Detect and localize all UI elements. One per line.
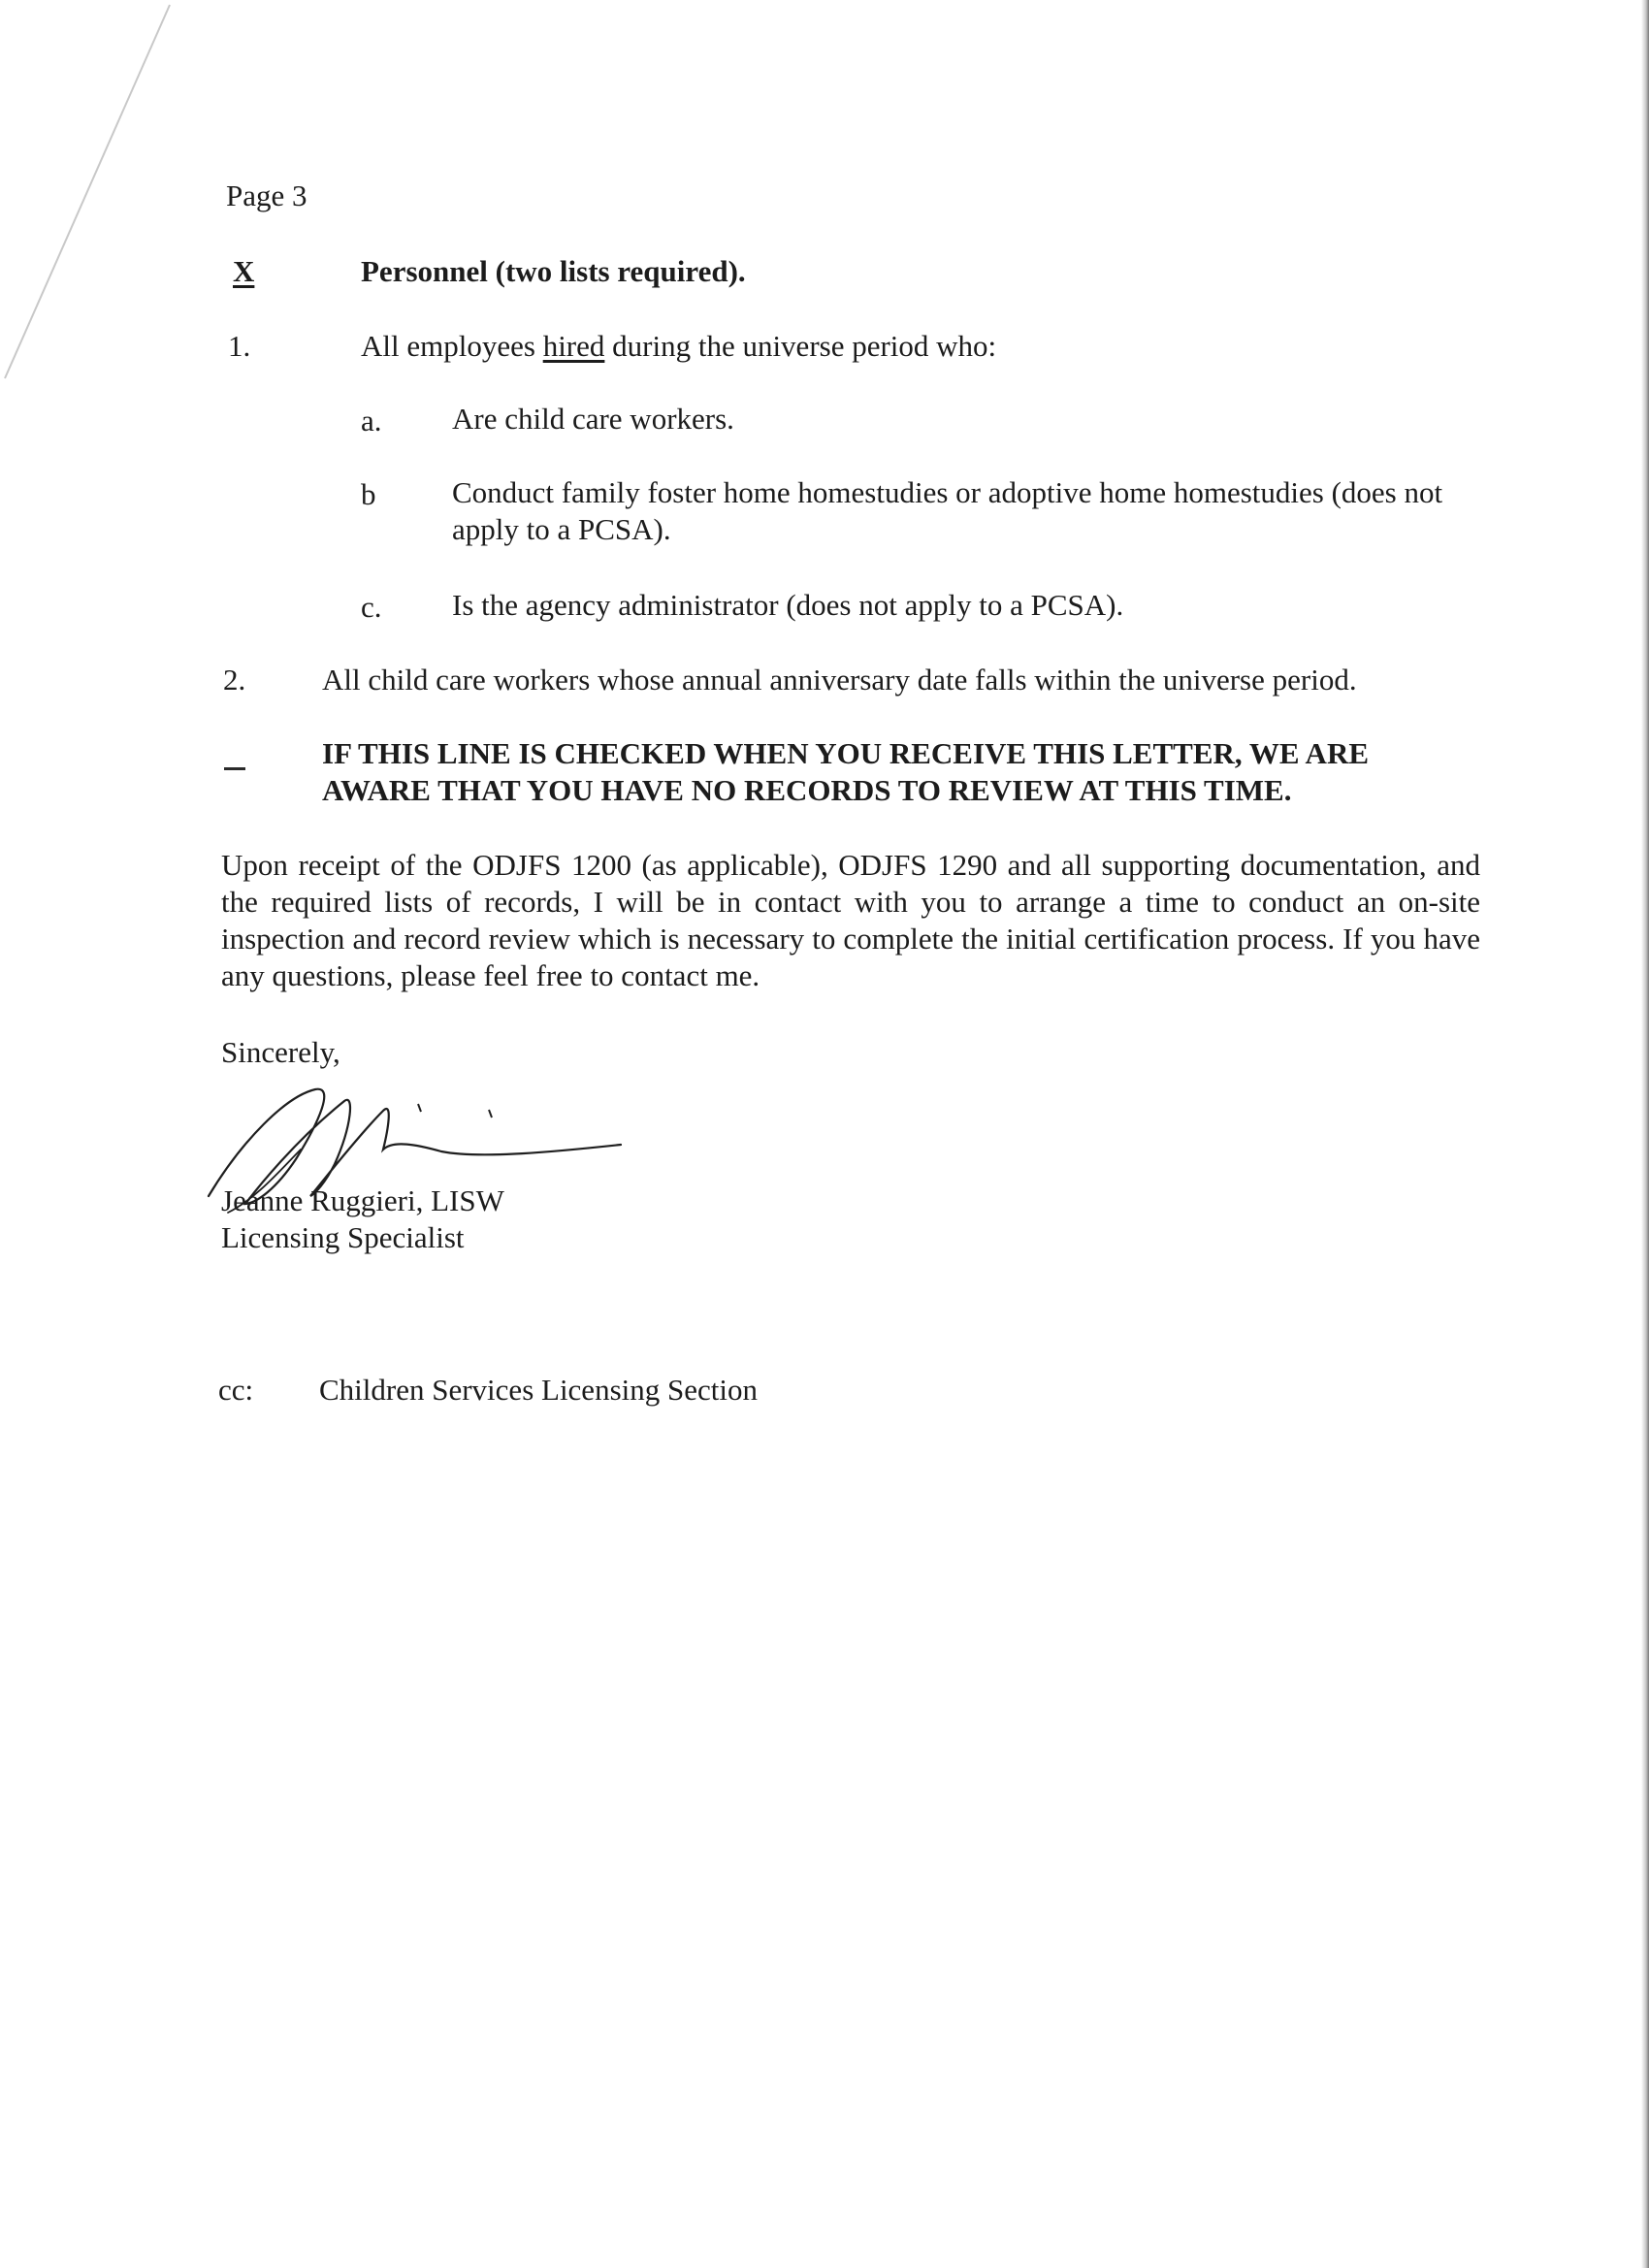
item-1-text: All employees hired during the universe period who: xyxy=(361,329,997,363)
notice-check-line xyxy=(224,767,245,770)
cc-recipient: Children Services Licensing Section xyxy=(319,1373,758,1407)
body-paragraph: Upon receipt of the ODJFS 1200 (as applicable), ODJFS 1290 and all supporting documentation, and the required lists of records, I will be in contact with you to arrange a time to conduct an on-site inspection and record review which is necessary to complete the initial certification process. If you have any questions, please feel free to contact me. xyxy=(221,848,1480,992)
notice-line-1: IF THIS LINE IS CHECKED WHEN YOU RECEIVE THIS LETTER, WE ARE xyxy=(322,736,1370,770)
scan-edge-shadow xyxy=(1641,0,1649,2268)
closing-salutation: Sincerely, xyxy=(221,1035,340,1069)
scan-fold-line xyxy=(0,0,194,407)
subitem-b-text: Conduct family foster home homestudies or adoptive home homestudies (does not apply to a PCSA). xyxy=(452,475,1443,546)
section-check-mark: X xyxy=(233,254,255,288)
section-title: Personnel (two lists required). xyxy=(361,254,746,288)
hired-underlined: hired xyxy=(542,329,605,363)
item-2-number: 2. xyxy=(223,663,246,697)
page-number: Page 3 xyxy=(226,178,307,212)
subitem-a-label: a. xyxy=(361,404,382,437)
signer-title: Licensing Specialist xyxy=(221,1220,465,1254)
item-1-number: 1. xyxy=(228,329,251,363)
subitem-a-text: Are child care workers. xyxy=(452,402,734,436)
subitem-c-label: c. xyxy=(361,590,382,624)
subitem-b-label: b xyxy=(361,477,376,511)
notice-line-2: AWARE THAT YOU HAVE NO RECORDS TO REVIEW AT THIS TIME. xyxy=(322,773,1292,807)
item-2-text: All child care workers whose annual anniversary date falls within the universe period. xyxy=(322,663,1357,697)
signer-name: Jeanne Ruggieri, LISW xyxy=(221,1183,504,1217)
cc-label: cc: xyxy=(218,1373,254,1407)
subitem-c-text: Is the agency administrator (does not apply to a PCSA). xyxy=(452,588,1124,622)
